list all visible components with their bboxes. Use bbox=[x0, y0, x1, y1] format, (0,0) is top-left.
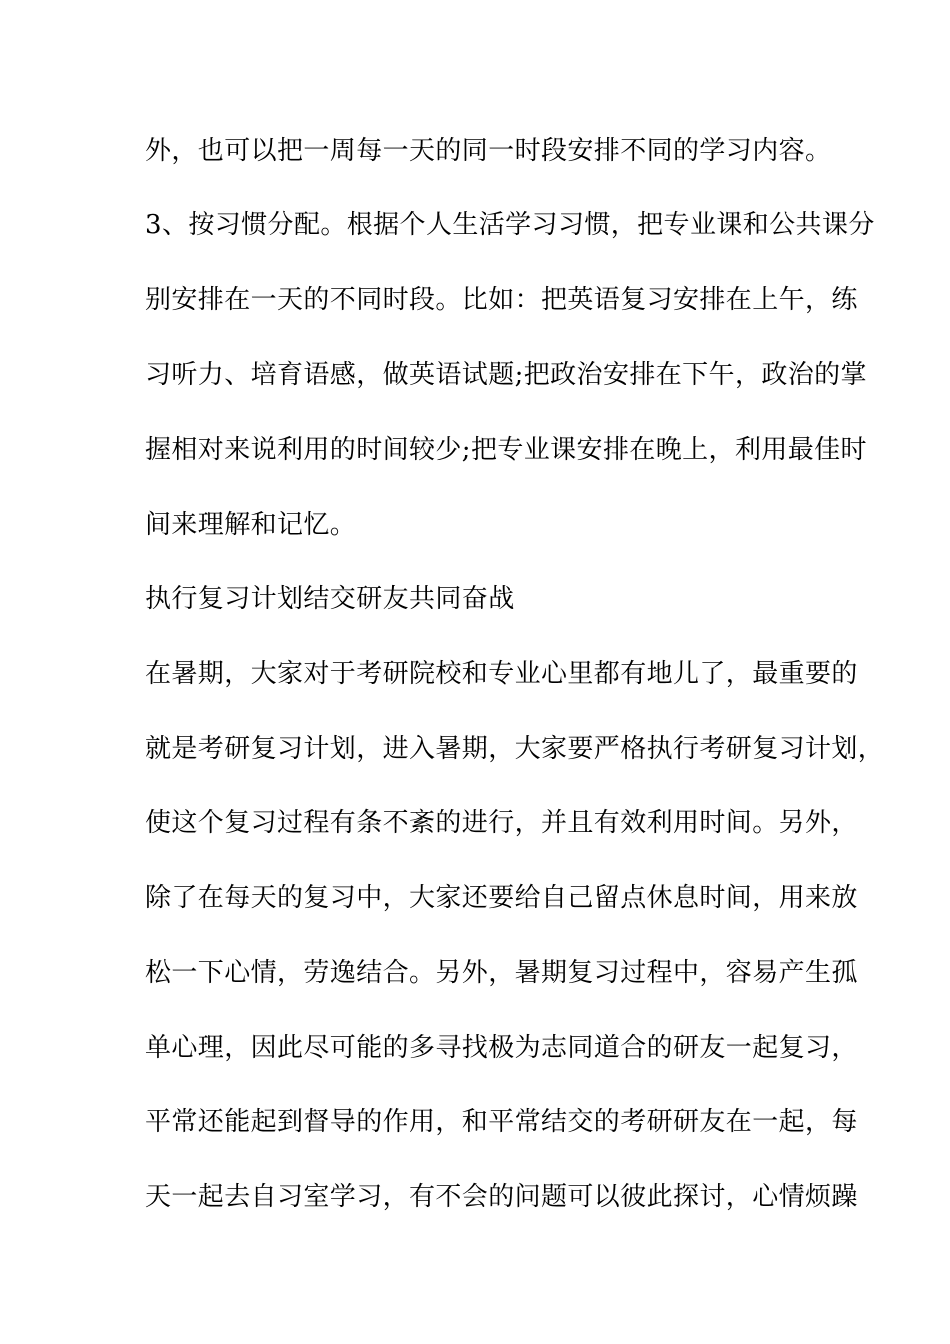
paragraph-line: 外，也可以把一周每一天的同一时段安排不同的学习内容。 bbox=[145, 136, 832, 166]
paragraph-line: 松一下心情，劳逸结合。另外，暑期复习过程中，容易产生孤 bbox=[145, 958, 858, 988]
paragraph-line: 握相对来说利用的时间较少;把专业课安排在晚上，利用最佳时 bbox=[145, 435, 867, 465]
paragraph-line: 3、按习惯分配。根据个人生活学习习惯，把专业课和公共课分 bbox=[145, 210, 875, 240]
paragraph-line: 除了在每天的复习中，大家还要给自己留点休息时间，用来放 bbox=[145, 883, 858, 913]
paragraph-line: 就是考研复习计划，进入暑期，大家要严格执行考研复习计划， bbox=[145, 734, 885, 764]
paragraph-line: 单心理，因此尽可能的多寻找极为志同道合的研友一起复习， bbox=[145, 1033, 858, 1063]
paragraph-line: 间来理解和记忆。 bbox=[145, 510, 357, 540]
paragraph-line: 天一起去自习室学习，有不会的问题可以彼此探讨，心情烦躁 bbox=[145, 1182, 858, 1212]
section-heading: 执行复习计划结交研友共同奋战 bbox=[145, 584, 515, 614]
paragraph-line: 平常还能起到督导的作用，和平常结交的考研研友在一起，每 bbox=[145, 1107, 858, 1137]
paragraph-line: 别安排在一天的不同时段。比如：把英语复习安排在上午，练 bbox=[145, 285, 858, 315]
paragraph-line: 使这个复习过程有条不紊的进行，并且有效利用时间。另外， bbox=[145, 808, 858, 838]
paragraph-line: 习听力、培育语感，做英语试题;把政治安排在下午，政治的掌 bbox=[145, 360, 867, 390]
paragraph-line: 在暑期，大家对于考研院校和专业心里都有地儿了，最重要的 bbox=[145, 659, 858, 689]
